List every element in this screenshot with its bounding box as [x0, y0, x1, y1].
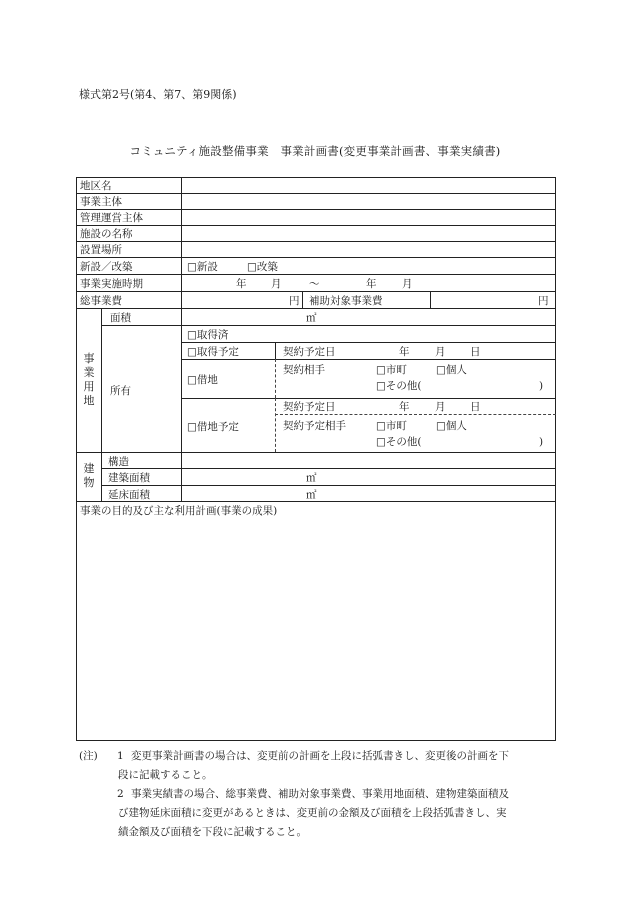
note-1-number: 1 — [117, 750, 124, 762]
facility-name-label: 施設の名称 — [80, 228, 133, 240]
lease-checkbox[interactable]: □借地 — [187, 374, 218, 386]
other-close-paren: ) — [539, 380, 544, 392]
total-cost-unit: 円 — [289, 295, 300, 307]
subsidy-cost-unit: 円 — [538, 295, 549, 307]
planned-contract-date-label: 契約予定日 — [283, 401, 336, 413]
form-number: 様式第2号(第4、第7、第9関係) — [79, 88, 237, 101]
note-2-line-2: び建物延床面積に変更があるときは、変更前の金額及び面積を上段括弧書きし、実 — [118, 807, 507, 819]
floor-area-unit: ㎡ — [306, 489, 317, 501]
note-2-line-1: 事業実績書の場合、総事業費、補助対象事業費、事業用地面積、建物建築面積及 — [131, 788, 509, 800]
location-label: 設置場所 — [80, 244, 122, 256]
land-area-label: 面積 — [110, 312, 131, 324]
contract-month: 月 — [435, 346, 446, 358]
ownership-label: 所有 — [110, 385, 131, 397]
planned-lease-checkbox[interactable]: □借地予定 — [187, 421, 239, 433]
manager-label: 管理運営主体 — [80, 212, 143, 224]
structure-label: 構造 — [108, 456, 129, 468]
period-month-end: 月 — [402, 278, 413, 290]
note-2-line-3: 績金額及び面積を下段に記載すること。 — [118, 826, 307, 838]
purpose-label: 事業の目的及び主な利用計画(事業の成果) — [80, 505, 278, 517]
operator-label: 事業主体 — [80, 196, 122, 208]
new-or-renovation-label: 新設／改築 — [80, 261, 133, 273]
planned-contract-party-label: 契約予定相手 — [283, 420, 346, 432]
other-checkbox-2[interactable]: □その他( — [376, 436, 422, 448]
notes-prefix: (注) — [79, 750, 98, 762]
contract-date-label: 契約予定日 — [283, 346, 336, 358]
building-section-label: 建物 — [83, 462, 95, 489]
planned-acquisition-checkbox[interactable]: □取得予定 — [187, 346, 239, 358]
building-area-unit: ㎡ — [306, 472, 317, 484]
new-checkbox[interactable]: □新設 — [187, 261, 218, 273]
contract-year: 年 — [399, 346, 410, 358]
total-cost-label: 総事業費 — [80, 295, 122, 307]
floor-area-label: 延床面積 — [108, 489, 150, 501]
period-month-start: 月 — [271, 278, 282, 290]
individual-checkbox-2[interactable]: □個人 — [436, 420, 467, 432]
purpose-field[interactable] — [78, 520, 554, 738]
note-1-line-1: 変更事業計画書の場合は、変更前の計画を上段に括弧書きし、変更後の計画を下 — [131, 750, 509, 762]
period-tilde: ～ — [309, 278, 320, 290]
form-title: コミュニティ施設整備事業 事業計画書(変更事業計画書、事業実績書) — [129, 144, 501, 158]
planned-contract-year: 年 — [399, 401, 410, 413]
municipality-checkbox-2[interactable]: □市町 — [376, 420, 407, 432]
other-checkbox[interactable]: □その他( — [376, 380, 422, 392]
contract-day: 日 — [470, 346, 481, 358]
period-year-end: 年 — [366, 278, 377, 290]
renovation-checkbox[interactable]: □改築 — [247, 261, 278, 273]
district-label: 地区名 — [80, 180, 112, 192]
subsidy-cost-label: 補助対象事業費 — [309, 295, 383, 307]
note-1-line-2: 段に記載すること。 — [118, 769, 213, 781]
contract-party-label: 契約相手 — [283, 364, 325, 376]
land-section-label: 事業用地 — [83, 352, 95, 407]
land-area-unit: ㎡ — [306, 312, 317, 324]
period-year-start: 年 — [236, 278, 247, 290]
planned-contract-month: 月 — [435, 401, 446, 413]
planned-contract-day: 日 — [470, 401, 481, 413]
acquired-checkbox[interactable]: □取得済 — [187, 329, 229, 341]
individual-checkbox[interactable]: □個人 — [436, 364, 467, 376]
other-close-paren-2: ) — [539, 436, 544, 448]
municipality-checkbox[interactable]: □市町 — [376, 364, 407, 376]
building-area-label: 建築面積 — [108, 472, 150, 484]
period-label: 事業実施時期 — [80, 278, 143, 290]
note-2-number: 2 — [117, 788, 124, 800]
